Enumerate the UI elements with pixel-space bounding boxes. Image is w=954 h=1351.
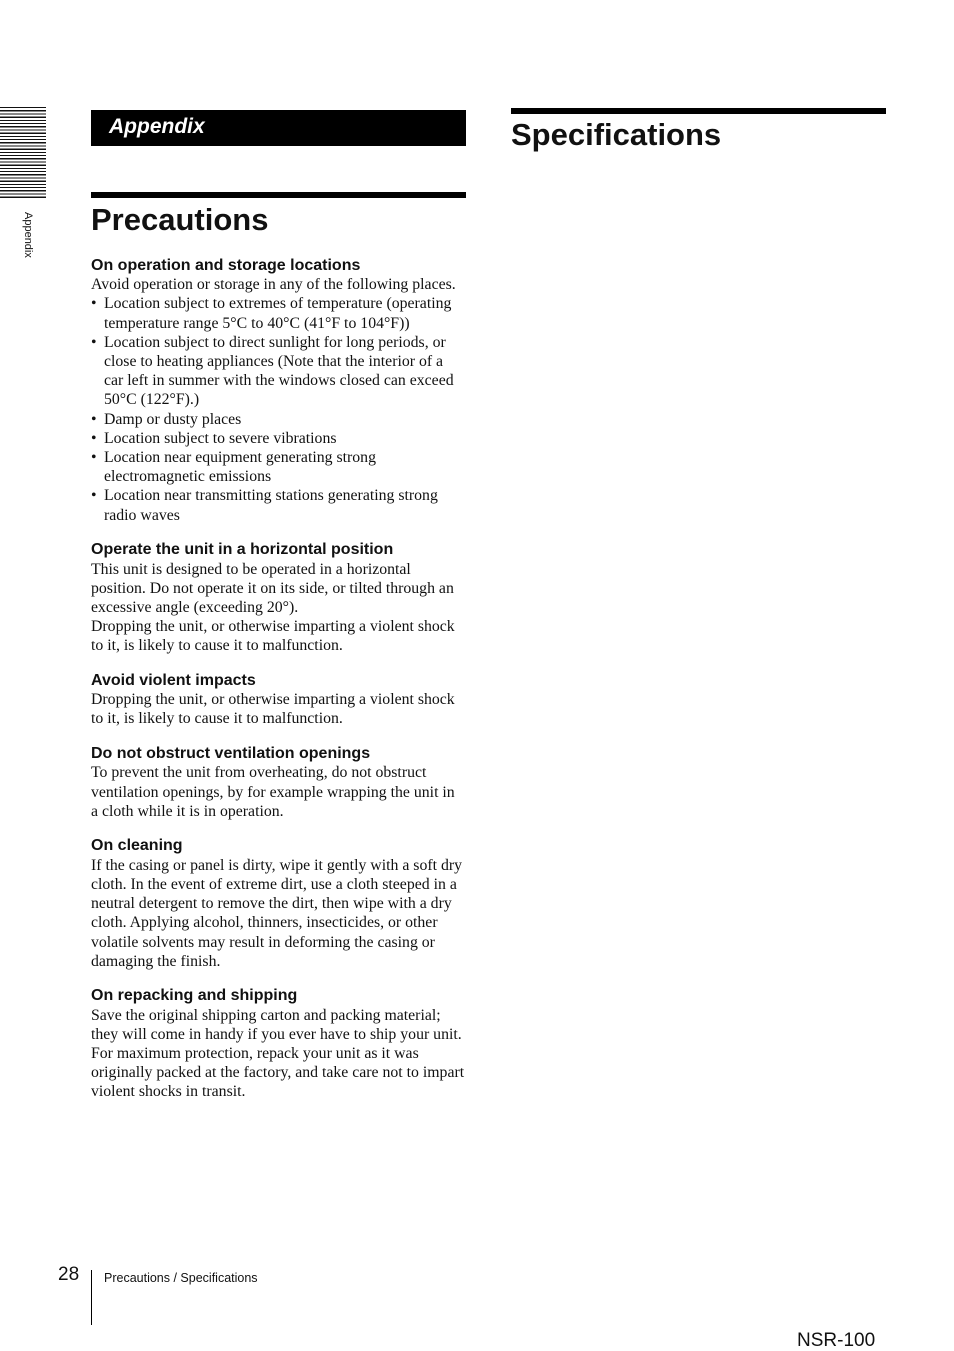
running-title: Precautions / Specifications bbox=[104, 1271, 258, 1285]
section-intro: Avoid operation or storage in any of the following places. bbox=[91, 276, 456, 294]
precautions-title: Precautions bbox=[91, 202, 269, 237]
list-item: • Location near equipment generating strong electromagnetic emissions bbox=[91, 448, 465, 486]
section-heading: On repacking and shipping bbox=[91, 987, 298, 1005]
section-repacking bbox=[91, 986, 465, 1101]
paragraph: For maximum protection, repack your unit as it was originally packed at the factory, and take care not to impart violent shocks in transit. bbox=[91, 1045, 465, 1101]
section-horizontal-position bbox=[91, 540, 465, 655]
section-heading: Operate the unit in a horizontal position bbox=[91, 541, 394, 559]
chapter-title: Appendix bbox=[109, 115, 205, 138]
paragraph: Dropping the unit, or otherwise imparting a violent shock to it, is likely to cause it to malfunction. bbox=[91, 691, 455, 728]
page-number: 28 bbox=[58, 1264, 80, 1285]
list-item: • Damp or dusty places bbox=[91, 410, 465, 429]
section-heading: On operation and storage locations bbox=[91, 257, 361, 274]
precautions-rule bbox=[91, 192, 466, 198]
paragraph: If the casing or panel is dirty, wipe it gently with a soft dry cloth. In the event of extreme dirt, use a cloth steeped in a neutral detergent to remove the dirt, then wipe with a dry cloth. Applying alcohol, thinners, insecticides, or other volatile solvents may result in deforming the casing or damaging the finish. bbox=[91, 856, 462, 970]
paragraph: To prevent the unit from overheating, do not obstruct ventilation openings, by for example wrapping the unit in a cloth while it is in operation. bbox=[91, 764, 455, 820]
section-tab-marker bbox=[0, 107, 46, 199]
section-violent-impacts bbox=[91, 671, 465, 729]
section-storage-locations bbox=[91, 256, 465, 525]
paragraph: Save the original shipping carton and packing material; they will come in handy if you ever have to ship your unit. bbox=[91, 1006, 462, 1043]
specifications-title: Specifications bbox=[511, 117, 722, 152]
section-cleaning bbox=[91, 836, 465, 970]
section-heading: On cleaning bbox=[91, 837, 183, 855]
paragraph: This unit is designed to be operated in a horizontal position. Do not operate it on its side, or tilted through an excessive angle (exceeding 20°). bbox=[91, 560, 454, 616]
model-name-clipped bbox=[790, 1325, 910, 1351]
list-item: • Location near transmitting stations generating strong radio waves bbox=[91, 486, 465, 524]
chapter-banner bbox=[91, 110, 466, 146]
location-list bbox=[91, 294, 465, 524]
section-ventilation bbox=[91, 744, 465, 821]
side-tab-label: Appendix bbox=[22, 212, 34, 258]
footer-divider bbox=[91, 1270, 92, 1325]
model-name: NSR-100 bbox=[797, 1330, 876, 1351]
section-heading: Avoid violent impacts bbox=[91, 672, 256, 690]
precautions-body bbox=[91, 256, 465, 1117]
section-heading: Do not obstruct ventilation openings bbox=[91, 745, 371, 763]
paragraph: Dropping the unit, or otherwise imparting a violent shock to it, is likely to cause it to malfunction. bbox=[91, 618, 455, 655]
specifications-rule bbox=[511, 108, 886, 114]
list-item: • Location subject to direct sunlight for long periods, or close to heating appliances (Note that the interior of a car left in summer with the windows closed can exceed 50°C (122°F).) bbox=[91, 333, 465, 410]
list-item: • Location subject to extremes of temperature (operating temperature range 5°C to 40°C (41°F to 104°F)) bbox=[91, 294, 465, 332]
list-item: • Location subject to severe vibrations bbox=[91, 429, 465, 448]
